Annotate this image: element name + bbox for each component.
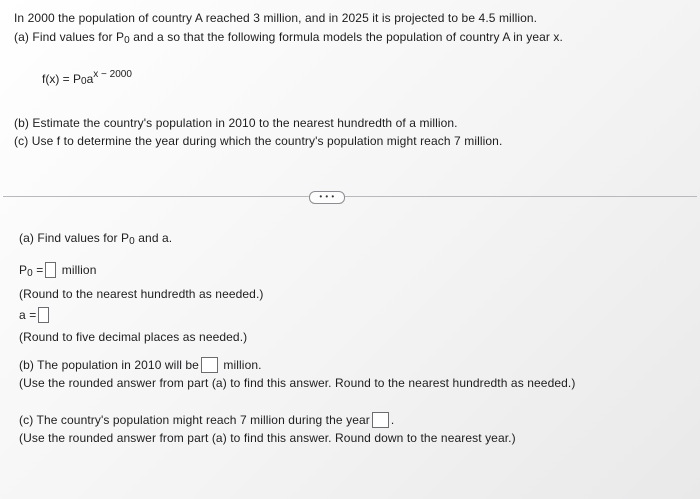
a-answer-row: a = <box>19 307 51 323</box>
model-formula: $f(x) = P_0a^{x - 2000}$ <box>42 69 132 87</box>
section-divider <box>3 196 697 197</box>
answer-part-b-row: (b) The population in 2010 will be million. <box>19 358 262 372</box>
p0-input-box[interactable] <box>45 262 56 278</box>
problem-intro: In 2000 the population of country A reached 3 million, and in 2025 it is projected to be 4.5 million. <box>14 11 538 25</box>
p0-answer-row: $P_0$ = million <box>19 263 97 279</box>
p0-rounding-note: (Round to the nearest hundredth as needed.) <box>19 287 264 301</box>
problem-part-c: (c) Use f to determine the year during which the country's population might reach 7 million. <box>14 134 503 148</box>
problem-part-b: (b) Estimate the country's population in 2010 to the nearest hundredth of a million. <box>14 116 458 130</box>
population-2010-input-box[interactable] <box>201 357 218 373</box>
year-input-box[interactable] <box>372 412 389 428</box>
a-input-box[interactable] <box>38 307 49 323</box>
expand-more-button[interactable]: • • • <box>309 191 345 204</box>
part-c-rounding-note: (Use the rounded answer from part (a) to find this answer. Round down to the nearest year.) <box>19 431 516 445</box>
answer-part-c-row: (c) The country's population might reach 7 million during the year . <box>19 413 395 427</box>
a-rounding-note: (Round to five decimal places as needed.) <box>19 330 248 344</box>
answer-part-a-heading: (a) Find values for $P_0$ and a. <box>19 231 173 247</box>
part-b-rounding-note: (Use the rounded answer from part (a) to find this answer. Round to the nearest hundredth as needed.) <box>19 376 576 390</box>
problem-part-a: (a) Find values for $P_0$ and a so that the following formula models the population of country A in year x. <box>14 30 563 46</box>
